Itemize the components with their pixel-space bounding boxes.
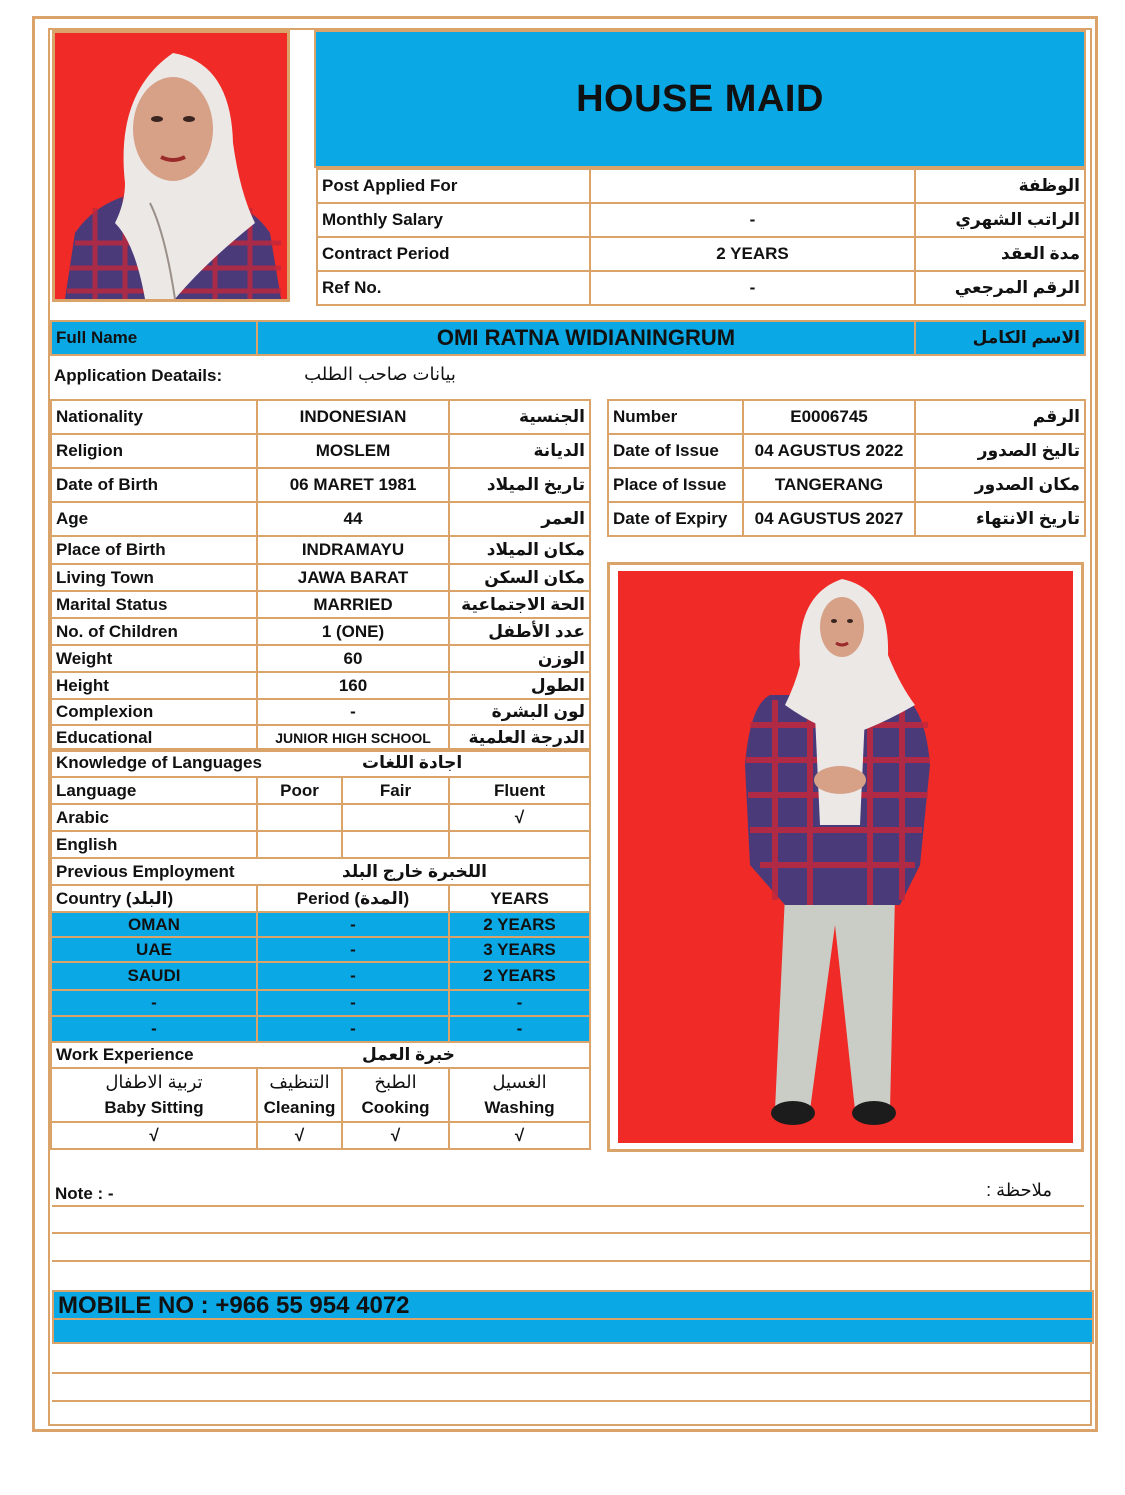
job-label: Monthly Salary — [317, 203, 590, 237]
personal-label-ar: مكان الميلاد — [449, 536, 590, 564]
note-label-ar: ملاحظة : — [986, 1180, 1052, 1200]
skill-en: Cleaning — [263, 1098, 336, 1117]
job-value — [590, 169, 915, 203]
job-table — [316, 168, 1086, 306]
passport-value: TANGERANG — [743, 468, 915, 502]
personal-label-ar: الديانة — [449, 434, 590, 468]
passport-value: 04 AGUSTUS 2022 — [743, 434, 915, 468]
full-name-label: Full Name — [51, 321, 257, 355]
period-header: Period (المدة) — [257, 885, 449, 912]
personal-label: Date of Birth — [51, 468, 257, 502]
title-banner — [314, 30, 1086, 168]
passport-label: Number — [608, 400, 743, 434]
employment-country: - — [51, 1016, 257, 1042]
job-row — [317, 271, 1085, 305]
employment-title: Previous Employment — [51, 858, 342, 885]
personal-row — [51, 618, 590, 645]
employment-years: 2 YEARS — [449, 962, 590, 990]
years-header: YEARS — [449, 885, 590, 912]
personal-row — [51, 564, 590, 591]
personal-label: Weight — [51, 645, 257, 672]
full-name-label-ar: الاسم الكامل — [915, 321, 1085, 355]
full-name-value: OMI RATNA WIDIANINGRUM — [257, 321, 915, 355]
experience-skill-row — [51, 1068, 590, 1122]
skill-mark: √ — [257, 1122, 342, 1149]
personal-table — [50, 399, 591, 752]
passport-label: Place of Issue — [608, 468, 743, 502]
skill-ar: الغسيل — [492, 1072, 547, 1092]
full-name-table — [50, 320, 1086, 356]
job-label-ar: الوظفة — [915, 169, 1085, 203]
employment-years: - — [449, 1016, 590, 1042]
language-fluent — [449, 831, 590, 858]
language-poor — [257, 804, 342, 831]
languages-title-ar: اجادة اللغات — [342, 749, 590, 777]
employment-country: OMAN — [51, 912, 257, 937]
skill-cell — [257, 1068, 342, 1122]
language-poor — [257, 831, 342, 858]
languages-title-row — [51, 749, 590, 777]
full-body-figure — [610, 565, 1081, 1149]
employment-title-ar: اللخبرة خارج البلد — [342, 858, 590, 885]
employment-period: - — [257, 1016, 449, 1042]
languages-title: Knowledge of Languages — [51, 749, 342, 777]
personal-label-ar: عدد الأطفل — [449, 618, 590, 645]
personal-label-ar: العمر — [449, 502, 590, 536]
personal-row — [51, 400, 590, 434]
passport-label: Date of Issue — [608, 434, 743, 468]
job-label-ar: مدة العقد — [915, 237, 1085, 271]
personal-value: MARRIED — [257, 591, 449, 618]
experience-title: Work Experience — [51, 1042, 342, 1068]
personal-row — [51, 434, 590, 468]
personal-value: JAWA BARAT — [257, 564, 449, 591]
personal-row — [51, 672, 590, 699]
note-line — [52, 1260, 1092, 1262]
employment-row — [51, 912, 590, 937]
experience-title-ar: خبرة العمل — [342, 1042, 590, 1068]
note-line — [52, 1205, 1084, 1207]
employment-years: 2 YEARS — [449, 912, 590, 937]
note-line — [52, 1232, 1092, 1234]
experience-mark-row — [51, 1122, 590, 1149]
employment-row — [51, 990, 590, 1016]
personal-value: 06 MARET 1981 — [257, 468, 449, 502]
employment-period: - — [257, 937, 449, 962]
job-label-ar: الرقم المرجعي — [915, 271, 1085, 305]
personal-label-ar: مكان السكن — [449, 564, 590, 591]
personal-label-ar: الحة الاجتماعية — [449, 591, 590, 618]
passport-label-ar: تاريخ الانتهاء — [915, 502, 1085, 536]
language-fair — [342, 831, 449, 858]
personal-label: Age — [51, 502, 257, 536]
mobile-divider — [54, 1318, 1092, 1320]
personal-label: Marital Status — [51, 591, 257, 618]
employment-row — [51, 1016, 590, 1042]
personal-label: Religion — [51, 434, 257, 468]
personal-value: INDONESIAN — [257, 400, 449, 434]
personal-value: 160 — [257, 672, 449, 699]
portrait-figure — [55, 33, 287, 299]
personal-value: JUNIOR HIGH SCHOOL — [257, 725, 449, 751]
portrait-photo — [52, 30, 290, 302]
experience-title-row — [51, 1042, 590, 1068]
language-fluent: √ — [449, 804, 590, 831]
mobile-number: MOBILE NO : +966 55 954 4072 — [58, 1292, 410, 1319]
personal-value: - — [257, 699, 449, 725]
personal-label: Height — [51, 672, 257, 699]
skill-cell — [449, 1068, 590, 1122]
skill-cell — [51, 1068, 257, 1122]
personal-row — [51, 502, 590, 536]
employment-country: SAUDI — [51, 962, 257, 990]
employment-period: - — [257, 962, 449, 990]
experience-table — [50, 1067, 591, 1150]
job-label: Ref No. — [317, 271, 590, 305]
employment-period: - — [257, 990, 449, 1016]
skill-ar: التنظيف — [269, 1072, 330, 1092]
employment-years: 3 YEARS — [449, 937, 590, 962]
language-row — [51, 831, 590, 858]
job-label: Contract Period — [317, 237, 590, 271]
employment-country: UAE — [51, 937, 257, 962]
job-value: - — [590, 203, 915, 237]
full-body-photo — [607, 562, 1084, 1152]
passport-value: 04 AGUSTUS 2027 — [743, 502, 915, 536]
employment-title-row — [51, 858, 590, 885]
personal-row — [51, 468, 590, 502]
personal-label-ar: الدرجة العلمية — [449, 725, 590, 751]
personal-label-ar: لون البشرة — [449, 699, 590, 725]
footer-line — [52, 1400, 1092, 1402]
personal-label-ar: تاريخ الميلاد — [449, 468, 590, 502]
employment-country: - — [51, 990, 257, 1016]
fair-header: Fair — [342, 777, 449, 804]
passport-row — [608, 434, 1085, 468]
employment-row — [51, 962, 590, 990]
job-row — [317, 237, 1085, 271]
personal-label: Place of Birth — [51, 536, 257, 564]
skill-en: Baby Sitting — [104, 1098, 204, 1117]
passport-row — [608, 502, 1085, 536]
languages-header-row — [51, 777, 590, 804]
language-name: English — [51, 831, 257, 858]
passport-label-ar: تاليخ الصدور — [915, 434, 1085, 468]
employment-period: - — [257, 912, 449, 937]
personal-value: INDRAMAYU — [257, 536, 449, 564]
application-details-label: Application Deatails: — [54, 366, 223, 385]
personal-row — [51, 591, 590, 618]
personal-label-ar: الجنسية — [449, 400, 590, 434]
language-header: Language — [51, 777, 257, 804]
skill-cell — [342, 1068, 449, 1122]
skill-en: Washing — [484, 1098, 555, 1117]
personal-label: Educational — [51, 725, 257, 751]
poor-header: Poor — [257, 777, 342, 804]
job-row — [317, 169, 1085, 203]
personal-label-ar: الطول — [449, 672, 590, 699]
country-header: Country (البلد) — [51, 885, 257, 912]
language-row — [51, 804, 590, 831]
personal-value: 60 — [257, 645, 449, 672]
skill-mark: √ — [342, 1122, 449, 1149]
personal-label-ar: الوزن — [449, 645, 590, 672]
passport-row — [608, 468, 1085, 502]
job-value: - — [590, 271, 915, 305]
personal-value: 44 — [257, 502, 449, 536]
page-title: HOUSE MAID — [576, 77, 824, 120]
personal-row — [51, 536, 590, 564]
skill-mark: √ — [51, 1122, 257, 1149]
personal-label: Nationality — [51, 400, 257, 434]
skill-en: Cooking — [361, 1098, 430, 1117]
job-label: Post Applied For — [317, 169, 590, 203]
skill-ar: تربية الاطفال — [105, 1072, 203, 1092]
passport-label-ar: مكان الصدور — [915, 468, 1085, 502]
personal-row — [51, 645, 590, 672]
skill-mark: √ — [449, 1122, 590, 1149]
passport-row — [608, 400, 1085, 434]
personal-label: No. of Children — [51, 618, 257, 645]
mobile-bar — [52, 1290, 1094, 1344]
personal-row — [51, 699, 590, 725]
personal-value: 1 (ONE) — [257, 618, 449, 645]
skill-ar: الطبخ — [374, 1072, 417, 1092]
language-name: Arabic — [51, 804, 257, 831]
job-value: 2 YEARS — [590, 237, 915, 271]
language-fair — [342, 804, 449, 831]
personal-label: Living Town — [51, 564, 257, 591]
personal-value: MOSLEM — [257, 434, 449, 468]
passport-label-ar: الرقم — [915, 400, 1085, 434]
note-label: Note : - — [55, 1184, 114, 1203]
personal-label: Complexion — [51, 699, 257, 725]
footer-line — [52, 1372, 1092, 1374]
employment-years: - — [449, 990, 590, 1016]
fluent-header: Fluent — [449, 777, 590, 804]
skills-table — [50, 748, 591, 1069]
employment-row — [51, 937, 590, 962]
job-row — [317, 203, 1085, 237]
employment-header-row — [51, 885, 590, 912]
passport-label: Date of Expiry — [608, 502, 743, 536]
job-label-ar: الراتب الشهري — [915, 203, 1085, 237]
passport-table — [607, 399, 1086, 537]
passport-value: E0006745 — [743, 400, 915, 434]
application-details-label-ar: بيانات صاحب الطلب — [304, 364, 456, 384]
